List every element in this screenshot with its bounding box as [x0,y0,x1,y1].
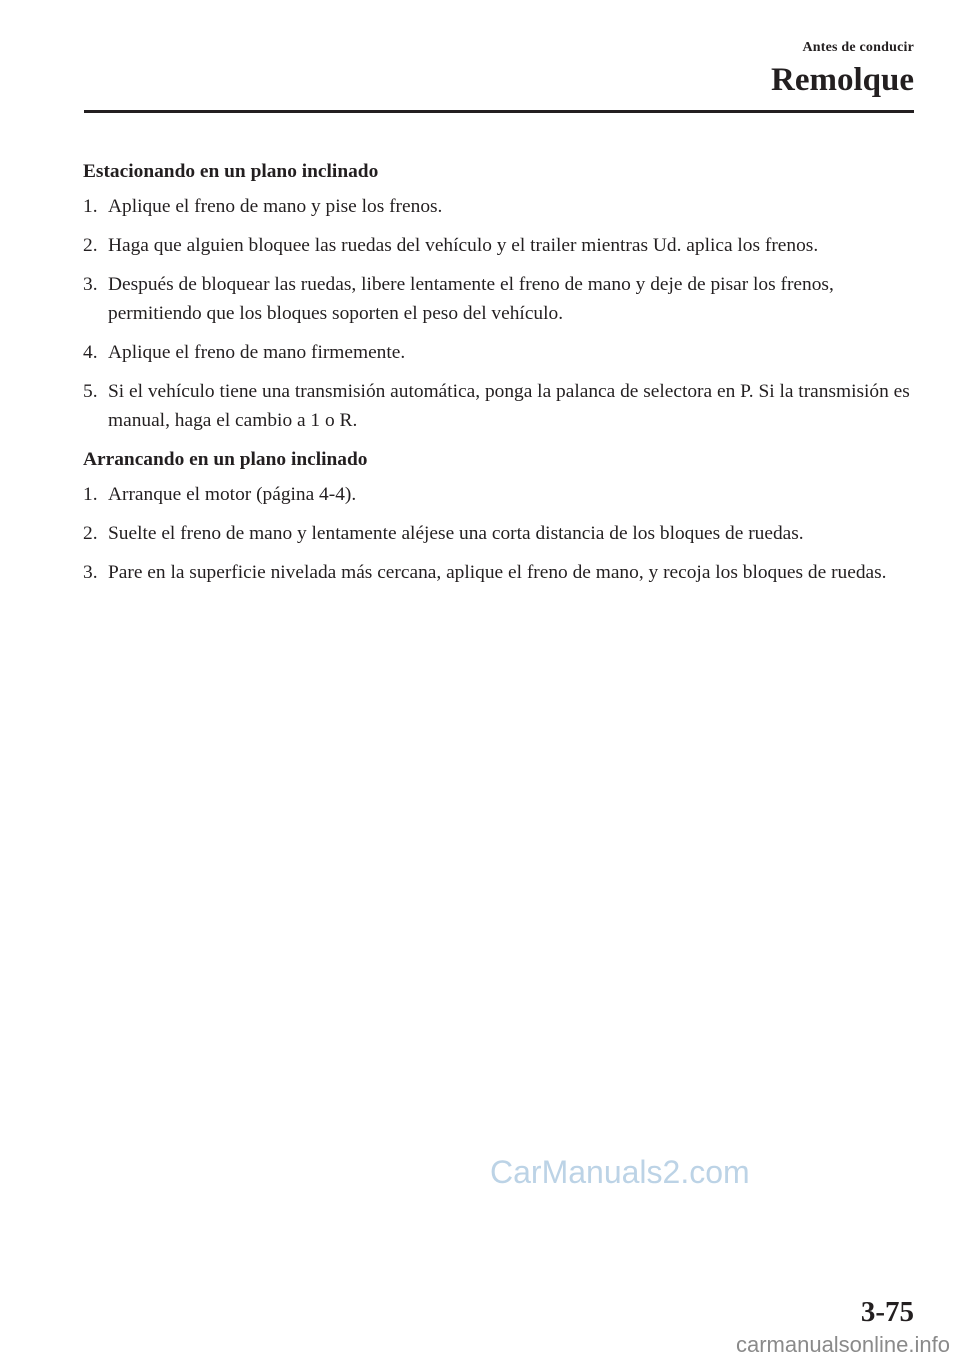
step-number: 2. [83,523,98,544]
footer-site: carmanualsonline.info [735,1332,950,1357]
main-content [83,157,917,597]
step-number: 3. [83,274,98,295]
parking-step-4 [83,338,917,367]
step-number: 2. [83,235,98,256]
starting-step-1 [83,480,917,509]
section-title: Remolque [771,62,914,98]
step-number: 1. [83,196,98,217]
starting-step-3 [83,558,917,587]
step-text: Aplique el freno de mano firmemente. [108,342,406,363]
step-number: 3. [83,562,98,583]
page-header [771,40,914,97]
parking-step-5 [83,377,917,435]
step-number: 5. [83,381,98,402]
parking-step-2 [83,231,917,260]
chapter-label: Antes de conducir [802,40,914,55]
step-text: Arranque el motor (página 4-4). [108,484,357,505]
watermark: CarManuals2.com [490,1154,750,1190]
header-rule [84,110,914,113]
starting-step-2 [83,519,917,548]
step-text: Haga que alguien bloquee las ruedas del vehículo y el trailer mientras Ud. aplica los frenos. [108,235,819,256]
step-text: Después de bloquear las ruedas, libere lentamente el freno de mano y deje de pisar los frenos, permitiendo que los bloques soporten el peso del vehículo. [108,274,834,324]
parking-heading: Estacionando en un plano inclinado [83,161,379,182]
step-number: 4. [83,342,98,363]
starting-section [83,445,917,587]
step-number: 1. [83,484,98,505]
parking-step-1 [83,192,917,221]
step-text: Si el vehículo tiene una transmisión automática, ponga la palanca de selectora en P. Si la transmisión es manual, haga el cambio a 1 o R. [108,381,910,431]
parking-step-3 [83,270,917,328]
parking-section [83,157,917,435]
starting-heading: Arrancando en un plano inclinado [83,449,368,470]
step-text: Suelte el freno de mano y lentamente aléjese una corta distancia de los bloques de ruedas. [108,523,804,544]
step-text: Pare en la superficie nivelada más cercana, aplique el freno de mano, y recoja los bloques de ruedas. [108,562,887,583]
step-text: Aplique el freno de mano y pise los frenos. [108,196,443,217]
page-number: 3-75 [860,1296,914,1328]
